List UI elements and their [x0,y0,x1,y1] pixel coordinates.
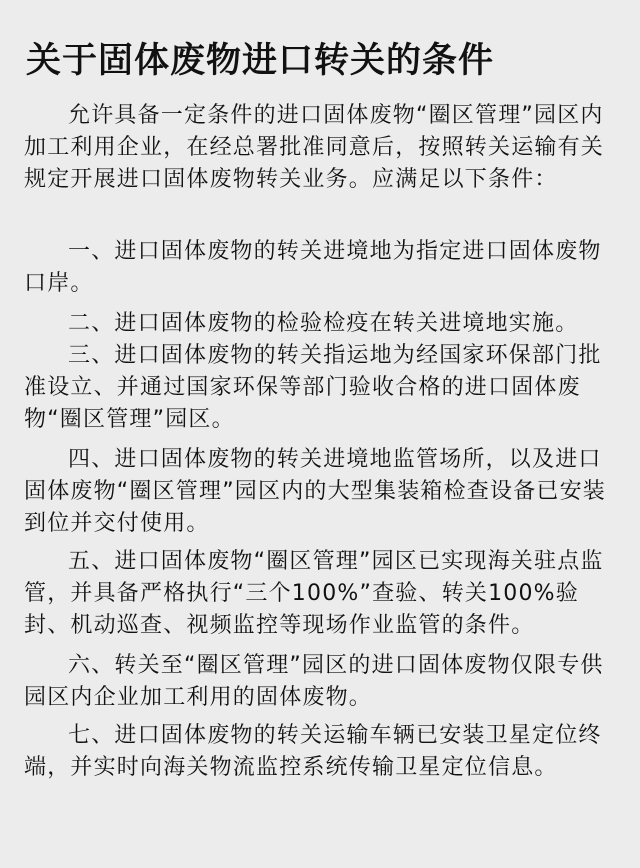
condition-item-6: 六、转关至“圈区管理”园区的进口固体废物仅限专供园区内企业加工利用的固体废物。 [24,653,604,710]
document-title: 关于固体废物进口转关的条件 [26,41,495,81]
intro-paragraph: 允许具备一定条件的进口固体废物“圈区管理”园区内加工利用企业，在经总署批准同意后，按照转关运输有关规定开展进口固体废物转关业务。应满足以下条件： [24,103,605,192]
condition-item-3: 三、进口固体废物的转关指运地为经国家环保部门批准设立、并通过国家环保等部门验收合格的进口固体废物“圈区管理”园区。 [24,343,602,432]
condition-item-1: 一、进口固体废物的转关进境地为指定进口固体废物口岸。 [24,239,602,296]
condition-item-2: 二、进口固体废物的检验检疫在转关进境地实施。 [68,311,579,336]
condition-item-4: 四、进口固体废物的转关进境地监管场所，以及进口固体废物“圈区管理”园区内的大型集装箱检查设备已安装到位并交付使用。 [24,447,606,536]
condition-item-5: 五、进口固体废物“圈区管理”园区已实现海关驻点监管，并具备严格执行“三个100%”查验、转关100%验封、机动巡查、视频监控等现场作业监管的条件。 [24,549,604,638]
condition-item-7: 七、进口固体废物的转关运输车辆已安装卫星定位终端，并实时向海关物流监控系统传输卫星定位信息。 [24,723,602,780]
